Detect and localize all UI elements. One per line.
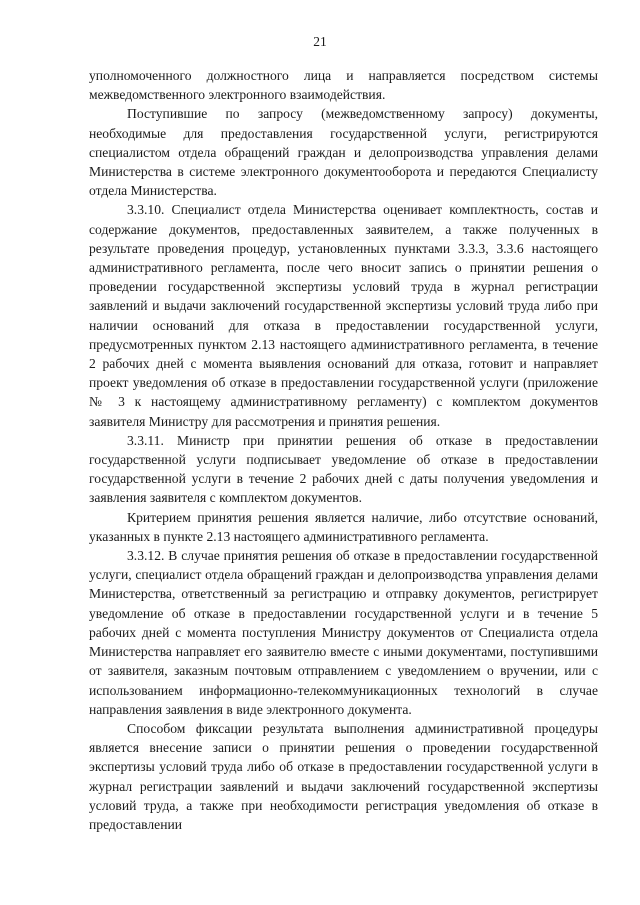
page-number: 21	[313, 34, 327, 49]
paragraph-fixation-method: Способом фиксации результата выполнения административной процедуры является внесение записи о принятии решения о проведении государственной экспертизы условий труда либо об отказе в предоставлении государственной услуги в журнал регистрации заявлений и выдачи заключений государственной экспертизы условий труда, а также при необходимости регистрация уведомления об отказе в предоставлении	[89, 720, 598, 832]
paragraph-3-3-10: 3.3.10. Специалист отдела Министерства оценивает комплектность, состав и содержание документов, предоставленных заявителем, а также полученных в результате проведения процедур, установленных пунктами 3.3.3, 3.3.6 настоящего административного регламента, после чего вносит запись о принятии решения о проведении государственной экспертизы условий труда в журнал регистрации заявлений и выдачи заключений государственной экспертизы условий труда либо при наличии оснований для отказа в предоставлении государственной услуги, предусмотренных пунктом 2.13 настоящего административного регламента, в течение 2 рабочих дней с момента выявления оснований для отказа, готовит и направляет проект уведомления об отказе в предоставлении государственной услуги (приложение № 3 к настоящему административному регламенту) с комплектом документов заявителя Министру для рассмотрения и принятия решения.	[89, 202, 598, 429]
paragraph-3-3-11: 3.3.11. Министр при принятии решения об отказе в предоставлении государственной услуги подписывает уведомление об отказе в предоставлении государственной услуги в течение 2 рабочих дней с даты получения уведомления и заявления заявителя с комплектом документов.	[89, 432, 598, 506]
paragraph-continuation: уполномоченного должностного лица и направляется посредством системы межведомственного электронного взаимодействия.	[89, 68, 598, 103]
document-body	[89, 66, 598, 834]
paragraph-3-3-12: 3.3.12. В случае принятия решения об отказе в предоставлении государственной услуги, специалист отдела обращений граждан и делопроизводства управления делами Министерства, ответственный за регистрацию и отправку документов, регистрирует уведомление об отказе в предоставлении государственной услуги и в течение 5 рабочих дней с момента поступления Министру документов от Специалиста отдела Министерства направляет его заявителю вместе с иными документами, поступившими от заявителя, заказным почтовым отправлением с уведомлением о вручении, или с использованием информационно-телекоммуникационных технологий в случае направления заявления в виде электронного документа.	[89, 548, 598, 717]
paragraph-received-documents: Поступившие по запросу (межведомственному запросу) документы, необходимые для предоставления государственной услуги, регистрируются специалистом отдела обращений граждан и делопроизводства управления делами Министерства в системе электронного документооборота и передаются Специалисту отдела Министерства.	[89, 106, 598, 199]
paragraph-decision-criterion: Критерием принятия решения является наличие, либо отсутствие оснований, указанных в пункте 2.13 настоящего административного регламента.	[89, 509, 598, 544]
